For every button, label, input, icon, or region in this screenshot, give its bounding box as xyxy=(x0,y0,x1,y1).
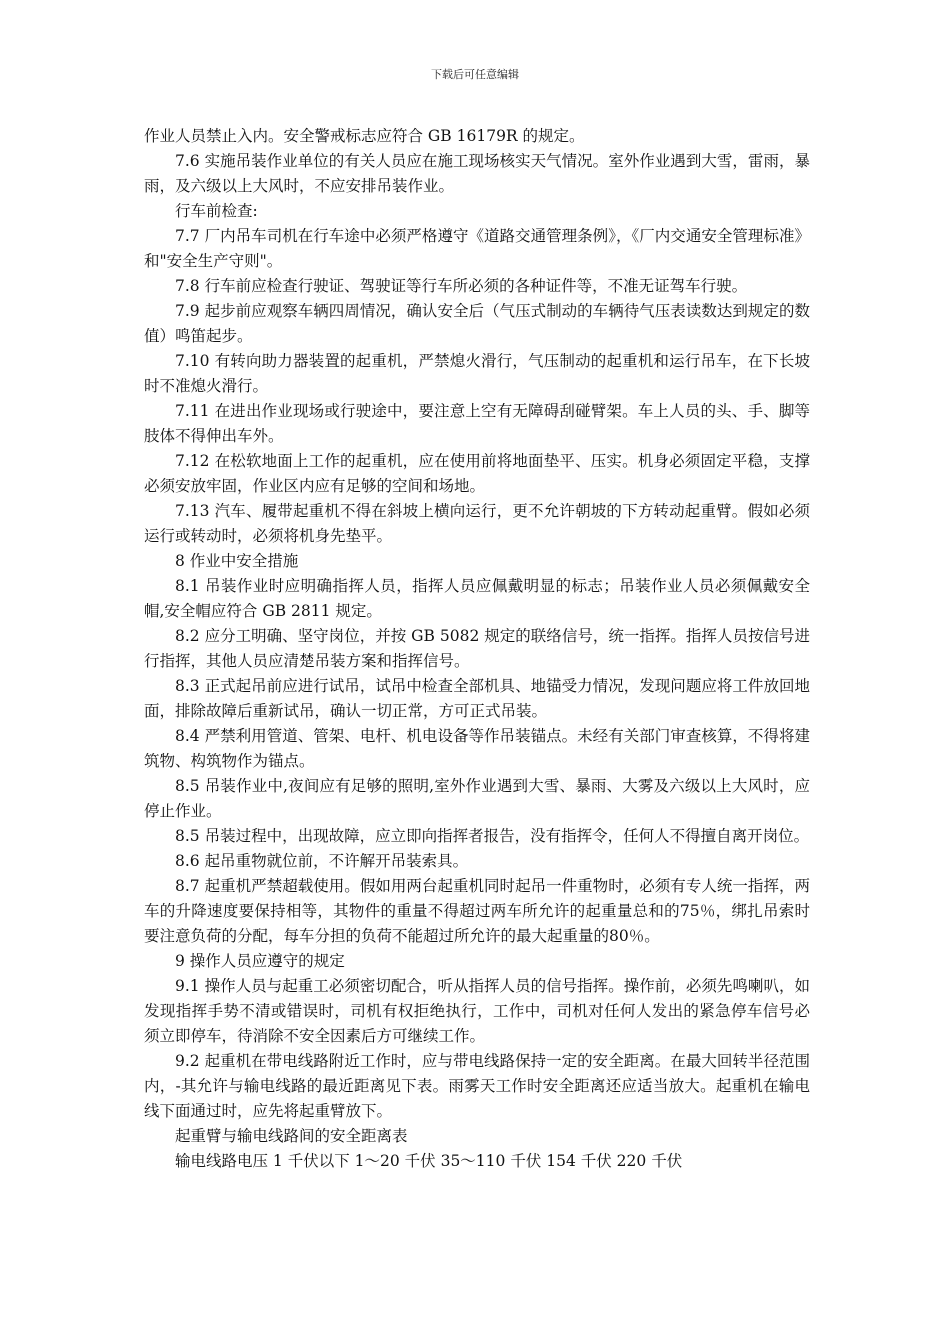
paragraph: 7.7 厂内吊车司机在行车途中必须严格遵守《道路交通管理条例》，《厂内交通安全管理标准》和"安全生产守则"。 xyxy=(144,227,810,270)
paragraph: 8.3 正式起吊前应进行试吊，试吊中检查全部机具、地锚受力情况，发现问题应将工件放回地面，排除故障后重新试吊，确认一切正常，方可正式吊装。 xyxy=(144,677,810,720)
document-body xyxy=(144,124,810,1174)
paragraph: 9.1 操作人员与起重工必须密切配合，听从指挥人员的信号指挥。操作前，必须先鸣喇叭，如发现指挥手势不清或错误时，司机有权拒绝执行，工作中，司机对任何人发出的紧急停车信号必须立即停车，待消除不安全因素后方可继续工作。 xyxy=(144,977,810,1045)
paragraph: 作业人员禁止入内。安全警戒标志应符合 GB 16179R 的规定。 xyxy=(144,127,585,145)
paragraph: 8.7 起重机严禁超载使用。假如用两台起重机同时起吊一件重物时，必须有专人统一指挥，两车的升降速度要保持相等，其物件的重量不得超过两车所允许的起重量总和的75％，绑扎吊索时要注意负荷的分配，每车分担的负荷不能超过所允许的最大起重量的80％。 xyxy=(144,877,810,945)
paragraph: 7.8 行车前应检查行驶证、驾驶证等行车所必须的各种证件等，不准无证驾车行驶。 xyxy=(175,277,748,295)
section-heading: 8 作业中安全措施 xyxy=(175,552,299,570)
paragraph: 7.13 汽车、履带起重机不得在斜坡上横向运行，更不允许朝坡的下方转动起重臂。假如必须运行或转动时，必须将机身先垫平。 xyxy=(144,502,810,545)
paragraph: 9.2 起重机在带电线路附近工作时，应与带电线路保持一定的安全距离。在最大回转半径范围内，-其允许与输电线路的最近距离见下表。雨雾天工作时安全距离还应适当放大。起重机在输电线下面通过时，应先将起重臂放下。 xyxy=(144,1052,810,1120)
paragraph: 7.11 在进出作业现场或行驶途中，要注意上空有无障碍刮碰臂架。车上人员的头、手、脚等肢体不得伸出车外。 xyxy=(144,402,810,445)
paragraph: 7.9 起步前应观察车辆四周情况，确认安全后（气压式制动的车辆待气压表读数达到规定的数值）鸣笛起步。 xyxy=(144,302,810,345)
section-heading: 9 操作人员应遵守的规定 xyxy=(175,952,345,970)
section-heading: 行车前检查: xyxy=(175,202,258,220)
table-header-row: 输电线路电压 1 千伏以下 1～20 千伏 35～110 千伏 154 千伏 220 千伏 xyxy=(175,1152,683,1170)
page-header: 下载后可任意编辑 xyxy=(431,68,519,81)
paragraph: 7.12 在松软地面上工作的起重机，应在使用前将地面垫平、压实。机身必须固定平稳，支撑必须安放牢固，作业区内应有足够的空间和场地。 xyxy=(144,452,810,495)
paragraph: 8.4 严禁利用管道、管架、电杆、机电设备等作吊装锚点。未经有关部门审查核算，不得将建筑物、构筑物作为锚点。 xyxy=(144,727,810,770)
paragraph: 8.1 吊装作业时应明确指挥人员，指挥人员应佩戴明显的标志；吊装作业人员必须佩戴安全帽,安全帽应符合 GB 2811 规定。 xyxy=(144,577,810,620)
paragraph: 8.5 吊装过程中，出现故障，应立即向指挥者报告，没有指挥令，任何人不得擅自离开岗位。 xyxy=(175,827,810,845)
table-caption: 起重臂与输电线路间的安全距离表 xyxy=(175,1127,408,1145)
paragraph: 8.2 应分工明确、坚守岗位，并按 GB 5082 规定的联络信号，统一指挥。指挥人员按信号进行指挥，其他人员应清楚吊装方案和指挥信号。 xyxy=(144,627,810,670)
paragraph: 7.6 实施吊装作业单位的有关人员应在施工现场核实天气情况。室外作业遇到大雪，雷雨，暴雨，及六级以上大风时，不应安排吊装作业。 xyxy=(144,152,810,195)
paragraph: 8.5 吊装作业中,夜间应有足够的照明,室外作业遇到大雪、暴雨、大雾及六级以上大风时，应停止作业。 xyxy=(144,777,810,820)
paragraph: 7.10 有转向助力器装置的起重机，严禁熄火滑行，气压制动的起重机和运行吊车，在下长坡时不准熄火滑行。 xyxy=(144,352,810,395)
paragraph: 8.6 起吊重物就位前，不许解开吊装索具。 xyxy=(175,852,469,870)
